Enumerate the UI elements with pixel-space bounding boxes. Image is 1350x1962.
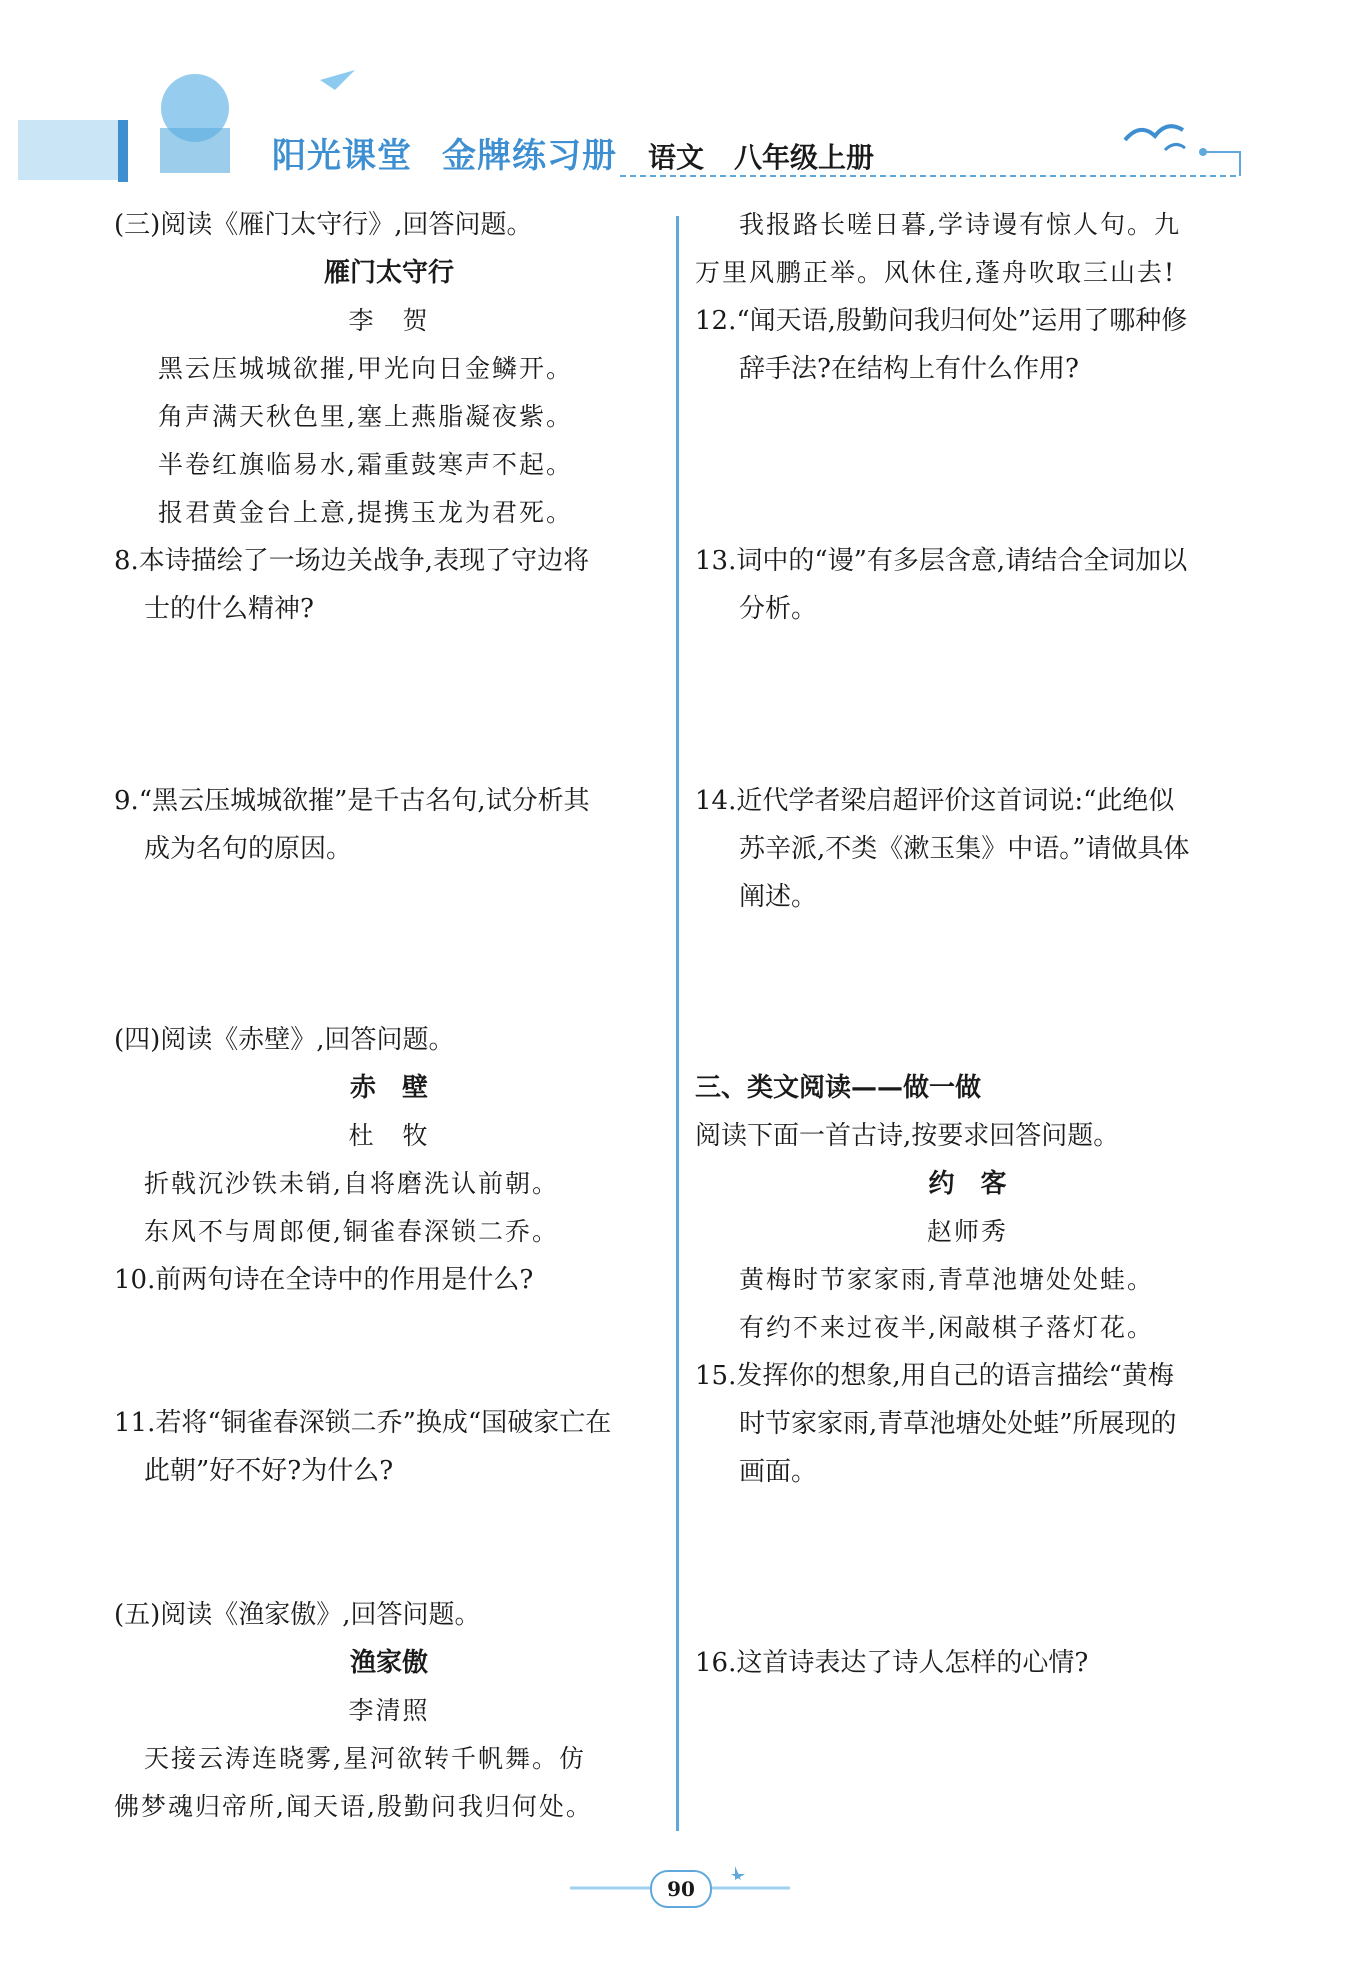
section-3-poem-line: 半卷红旗临易水,霜重鼓寒声不起。: [158, 450, 573, 479]
page-header: [0, 0, 1350, 200]
question-11-line-2: 此朝”好不好?为什么?: [144, 1456, 394, 1486]
question-14-line-3: 阐述。: [739, 882, 818, 912]
section-4-poem-line: 东风不与周郎便,铜雀春深锁二乔。: [144, 1217, 559, 1246]
section-3-poem-line: 黑云压城城欲摧,甲光向日金鳞开。: [158, 354, 573, 383]
question-16: 16.这首诗表达了诗人怎样的心情?: [695, 1648, 1089, 1678]
section-3-poem-line: 角声满天秋色里,塞上燕脂凝夜紫。: [158, 402, 573, 431]
similar-reading-intro: 阅读下面一首古诗,按要求回答问题。: [695, 1121, 1120, 1151]
section-5-intro: (五)阅读《渔家傲》,回答问题。: [114, 1600, 481, 1630]
grade-label: 八年级上册: [734, 141, 875, 174]
brand-name-1: 阳光课堂: [272, 136, 412, 176]
similar-poem-line: 黄梅时节家家雨,青草池塘处处蛙。: [739, 1265, 1154, 1294]
section-3-poem-title: 雁门太守行: [323, 258, 454, 288]
question-14-line-1: 14.近代学者梁启超评价这首词说:“此绝似: [695, 786, 1175, 816]
section-3-poem-line: 报君黄金台上意,提携玉龙为君死。: [158, 498, 573, 527]
subject-grade: [648, 136, 904, 176]
poem-continuation-line-2: 万里风鹏正举。风休住,蓬舟吹取三山去!: [695, 258, 1176, 287]
question-15-line-1: 15.发挥你的想象,用自己的语言描绘“黄梅: [695, 1361, 1174, 1391]
section-4-intro: (四)阅读《赤壁》,回答问题。: [114, 1025, 455, 1055]
header-left-band: [18, 120, 128, 180]
question-10: 10.前两句诗在全诗中的作用是什么?: [114, 1265, 534, 1295]
question-8-line-1: 8.本诗描绘了一场边关战争,表现了守边将: [114, 546, 590, 576]
header-corner: [1200, 152, 1240, 176]
header-left-bar: [118, 120, 128, 182]
book-stack-icon: [160, 128, 230, 173]
section-4-poem-title: 赤 壁: [349, 1073, 428, 1103]
question-11-line-1: 11.若将“铜雀春深锁二乔”换成“国破家亡在: [114, 1408, 612, 1438]
poem-continuation-line-1: 我报路长嗟日暮,学诗谩有惊人句。九: [739, 210, 1181, 239]
similar-reading-heading: 三、类文阅读——做一做: [695, 1073, 982, 1103]
section-4-poem-line: 折戟沉沙铁未销,自将磨洗认前朝。: [144, 1169, 559, 1198]
section-5-poem-author: 李清照: [348, 1696, 430, 1725]
page-number: 90: [650, 1870, 712, 1908]
question-13-line-1: 13.词中的“谩”有多层含意,请结合全词加以: [695, 546, 1188, 576]
section-5-poem-title: 渔家傲: [349, 1648, 428, 1678]
seagull-icon: [1125, 126, 1183, 140]
question-12-line-1: 12.“闻天语,殷勤问我归何处”运用了哪种修: [695, 306, 1188, 336]
column-divider: [676, 216, 679, 1831]
palm-icon: [731, 1866, 745, 1880]
similar-poem-title: 约 客: [928, 1169, 1007, 1199]
question-9-line-1: 9.“黑云压城城欲摧”是千古名句,试分析其: [114, 786, 590, 816]
subject-label: 语文: [648, 141, 705, 174]
question-14-line-2: 苏辛派,不类《漱玉集》中语。”请做具体: [739, 834, 1190, 864]
question-15-line-2: 时节家家雨,青草池塘处处蛙”所展现的: [739, 1409, 1177, 1439]
section-3-poem-author: 李 贺: [348, 306, 430, 335]
question-13-line-2: 分析。: [739, 594, 818, 624]
question-12-line-2: 辞手法?在结构上有什么作用?: [739, 354, 1079, 384]
brand-name-2: 金牌练习册: [442, 136, 617, 176]
header-dot: [1199, 148, 1207, 156]
paper-plane-icon: [320, 70, 355, 90]
question-8-line-2: 士的什么精神?: [144, 594, 314, 624]
section-3-intro: (三)阅读《雁门太守行》,回答问题。: [114, 210, 533, 240]
brand-title: [272, 128, 647, 177]
seagull-small-icon: [1165, 144, 1185, 150]
similar-poem-author: 赵师秀: [926, 1217, 1008, 1246]
similar-poem-line: 有约不来过夜半,闲敲棋子落灯花。: [739, 1313, 1154, 1342]
section-5-poem-line-2: 佛梦魂归帝所,闻天语,殷勤问我归何处。: [114, 1792, 593, 1821]
section-5-poem-line-1: 天接云涛连晓雾,星河欲转千帆舞。仿: [144, 1744, 586, 1773]
question-15-line-3: 画面。: [739, 1457, 818, 1487]
question-9-line-2: 成为名句的原因。: [144, 834, 353, 864]
section-4-poem-author: 杜 牧: [348, 1121, 430, 1150]
